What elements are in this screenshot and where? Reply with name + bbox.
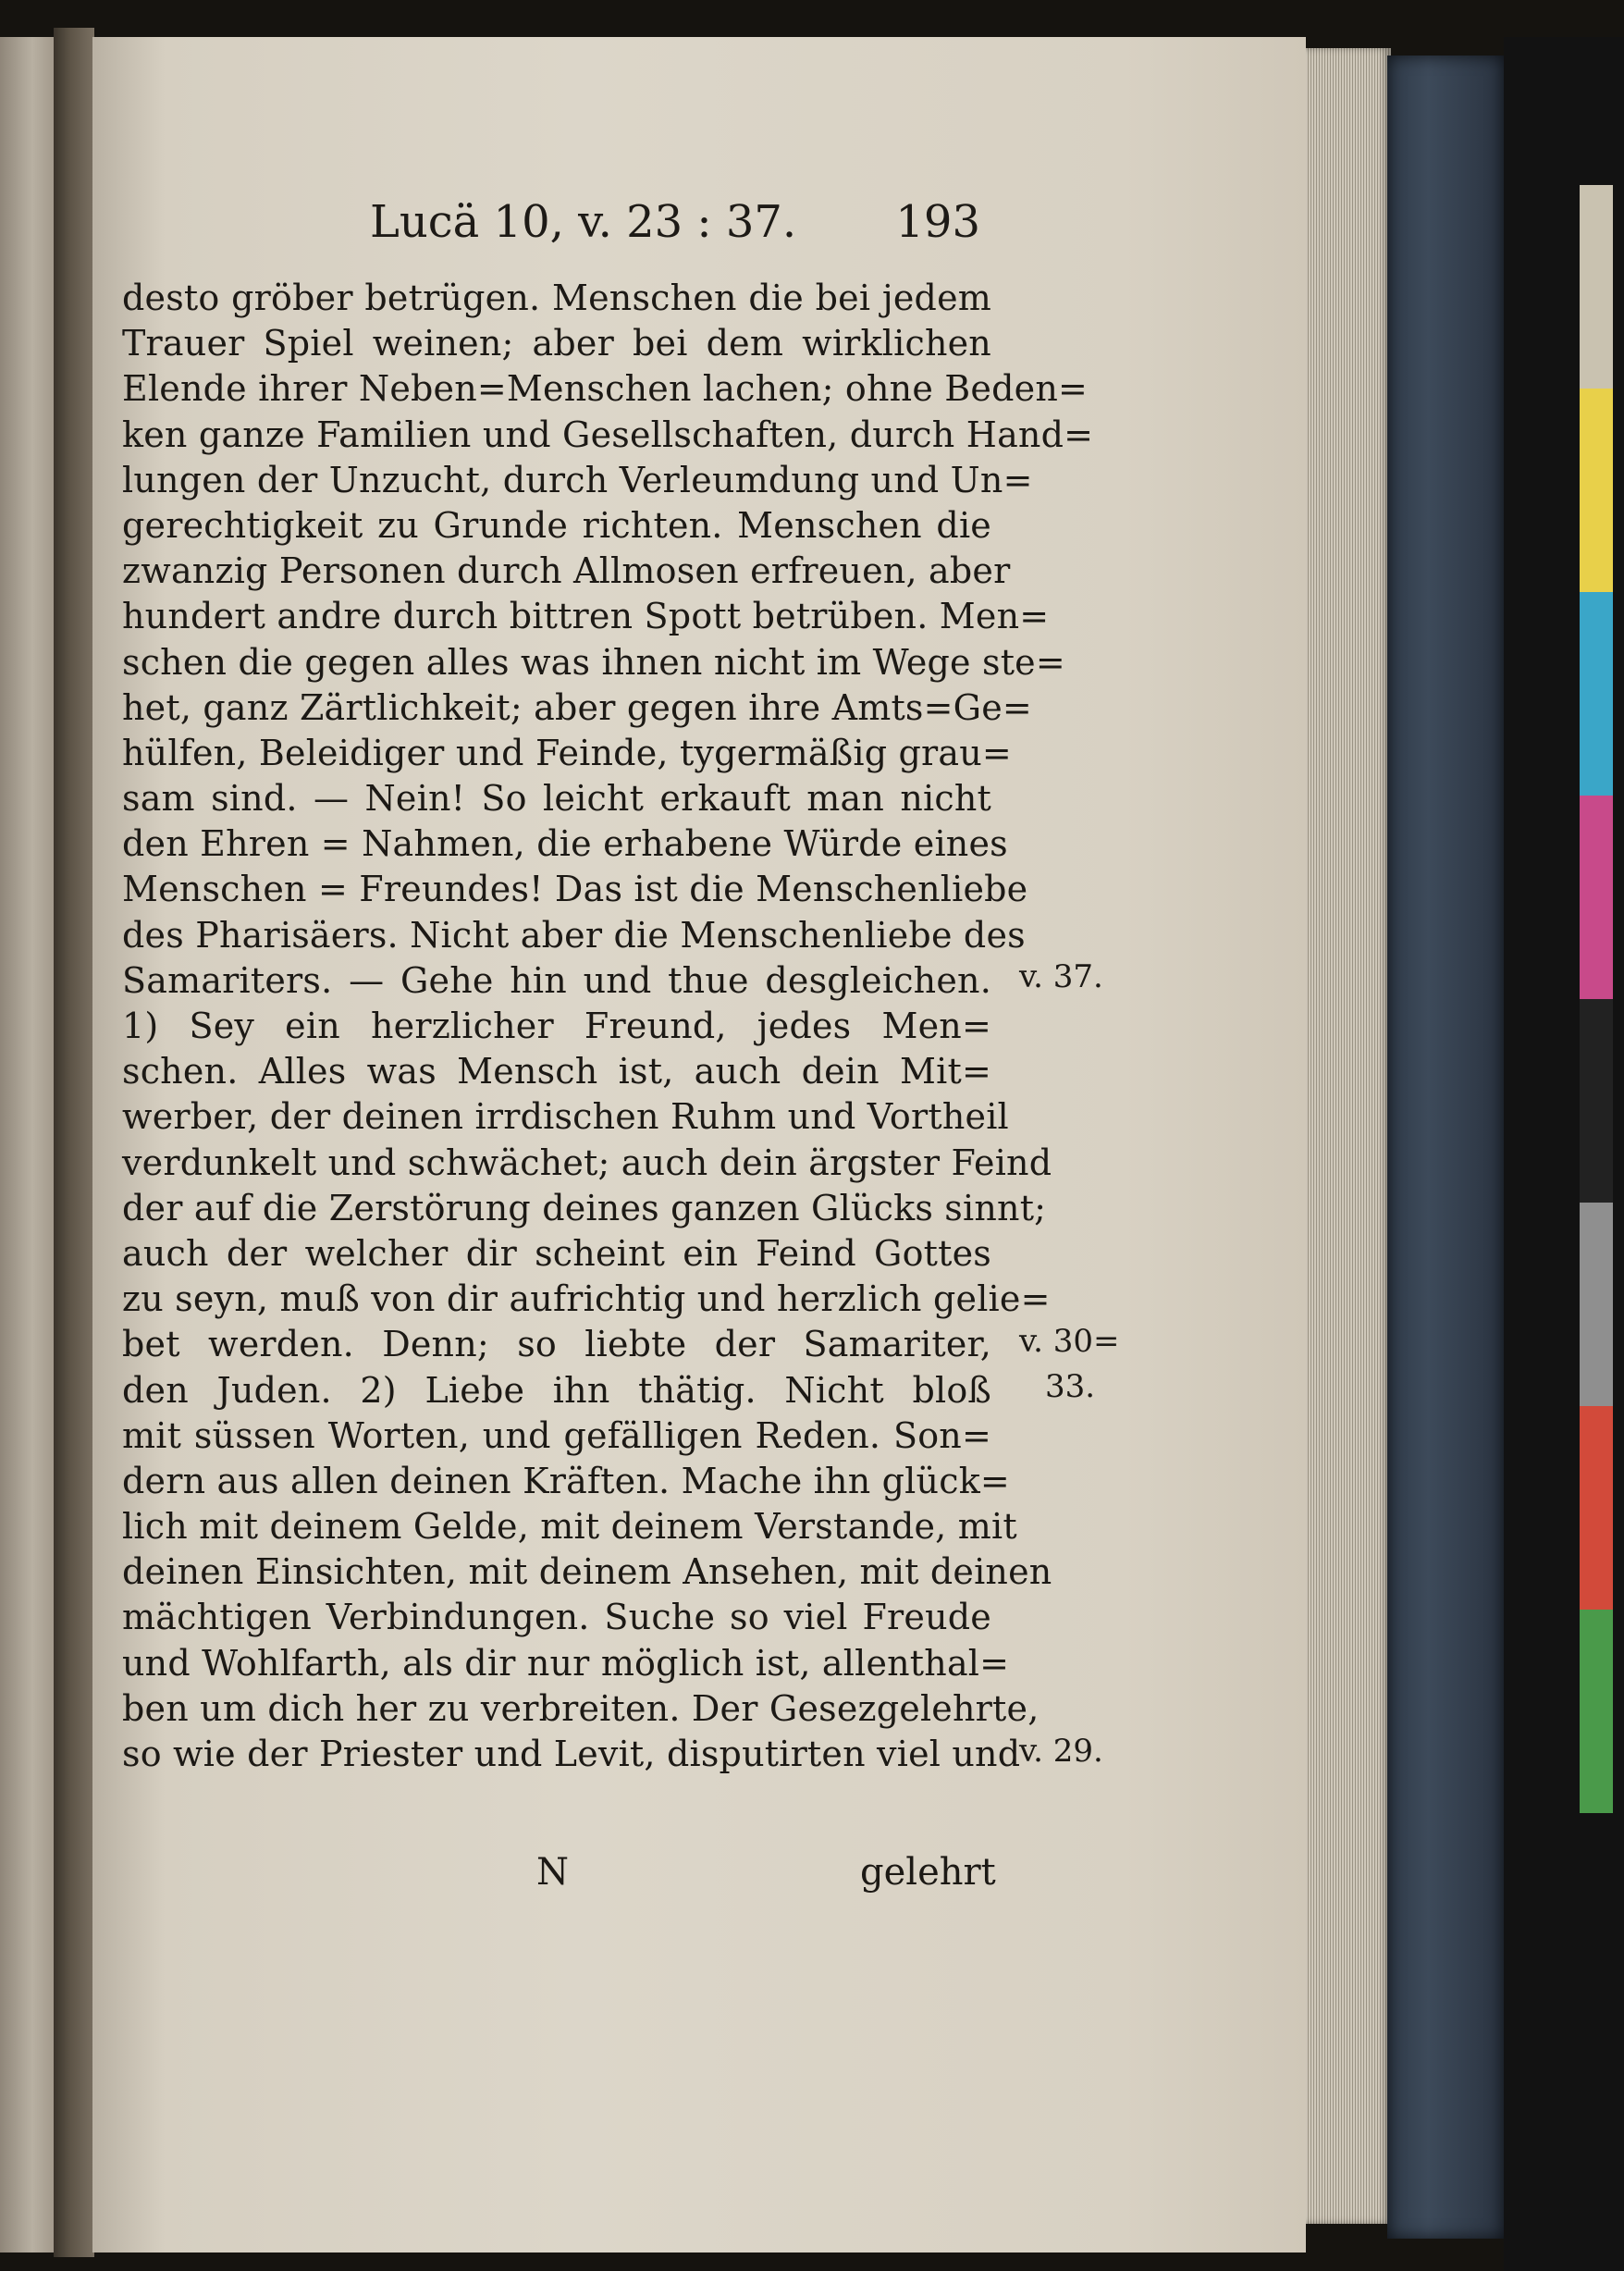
text-line: sam sind. — Nein! So leicht erkauft man nicht: [122, 778, 991, 820]
signature-mark: N: [536, 1851, 569, 1894]
text-line: so wie der Priester und Levit, disputirten viel und: [122, 1734, 1021, 1774]
margin-note-v37: v. 37.: [1019, 958, 1103, 995]
text-line: der auf die Zerstörung deines ganzen Glücks sinnt;: [122, 1187, 1047, 1228]
margin-note-v29: v. 29.: [1019, 1733, 1103, 1770]
book-cover: [1387, 56, 1504, 2239]
text-line: Samariters. — Gehe hin und thue desgleichen.: [122, 959, 991, 1001]
page-number: 193: [895, 196, 980, 248]
page-edges: [1306, 48, 1391, 2224]
text-line: schen die gegen alles was ihnen nicht im Wege ste=: [122, 641, 1065, 683]
text-line: zwanzig Personen durch Allmosen erfreuen, aber: [122, 550, 1011, 592]
text-line: Trauer Spiel weinen; aber bei dem wirklichen: [122, 323, 991, 364]
text-line: dern aus allen deinen Kräften. Mache ihn glück=: [122, 1460, 1010, 1501]
previous-page-edge: [0, 37, 54, 2252]
text-line: 1) Sey ein herzlicher Freund, jedes Men=: [122, 1006, 991, 1046]
color-swatch: [1580, 185, 1613, 389]
text-line: lungen der Unzucht, durch Verleumdung und Un=: [122, 459, 1033, 500]
text-line: mit süssen Worten, und gefälligen Reden. Son=: [122, 1414, 991, 1456]
color-swatch: [1580, 1203, 1613, 1406]
text-line: hülfen, Beleidiger und Feinde, tygermäßig grau=: [122, 732, 1012, 773]
text-line: den Juden. 2) Liebe ihn thätig. Nicht bloß: [122, 1369, 991, 1411]
color-swatch: [1580, 999, 1613, 1203]
color-swatch: [1580, 1406, 1613, 1610]
margin-note-v33: 33.: [1045, 1368, 1096, 1405]
text-line: und Wohlfarth, als dir nur möglich ist, allenthal=: [122, 1642, 1010, 1684]
text-line: ben um dich her zu verbreiten. Der Gesezgelehrte,: [122, 1687, 1040, 1729]
text-line: gerechtigkeit zu Grunde richten. Menschen die: [122, 504, 991, 546]
text-line: werber, der deinen irrdischen Ruhm und Vortheil: [122, 1096, 1009, 1138]
text-line: des Pharisäers. Nicht aber die Menschenliebe des: [122, 914, 1026, 956]
text-line: Elende ihrer Neben=Menschen lachen; ohne Beden=: [122, 368, 1089, 410]
color-swatch: [1580, 1610, 1613, 1813]
text-line: mächtigen Verbindungen. Suche so viel Freude: [122, 1597, 991, 1638]
color-calibration-bar: [1580, 185, 1613, 1813]
book-gutter: [54, 28, 94, 2257]
color-swatch: [1580, 592, 1613, 796]
color-swatch: [1580, 389, 1613, 592]
text-line: deinen Einsichten, mit deinem Ansehen, mit deinen: [122, 1551, 1052, 1593]
margin-note-v30: v. 30=: [1019, 1323, 1120, 1360]
text-line: verdunkelt und schwächet; auch dein ärgster Feind: [122, 1142, 1052, 1183]
running-title: Lucä 10, v. 23 : 37.: [370, 196, 797, 248]
page-header: [370, 196, 980, 261]
text-line: Menschen = Freundes! Das ist die Menschenliebe: [122, 869, 1028, 910]
text-line: auch der welcher dir scheint ein Feind Gottes: [122, 1232, 991, 1274]
text-line: hundert andre durch bittren Spott betrüben. Men=: [122, 596, 1050, 637]
text-line: het, ganz Zärtlichkeit; aber gegen ihre Amts=Ge=: [122, 686, 1032, 728]
text-line: den Ehren = Nahmen, die erhabene Würde eines: [122, 823, 1008, 865]
color-swatch: [1580, 796, 1613, 999]
text-line: desto gröber betrügen. Menschen die bei jedem: [122, 278, 991, 318]
text-line: schen. Alles was Mensch ist, auch dein Mit=: [122, 1051, 991, 1092]
text-line: bet werden. Denn; so liebte der Samariter,: [122, 1324, 991, 1365]
catchword: gelehrt: [860, 1851, 996, 1894]
text-line: ken ganze Familien und Gesellschaften, durch Hand=: [122, 413, 1094, 455]
text-line: zu seyn, muß von dir aufrichtig und herzlich gelie=: [122, 1278, 1051, 1320]
text-line: lich mit deinem Gelde, mit deinem Verstande, mit: [122, 1506, 1017, 1548]
